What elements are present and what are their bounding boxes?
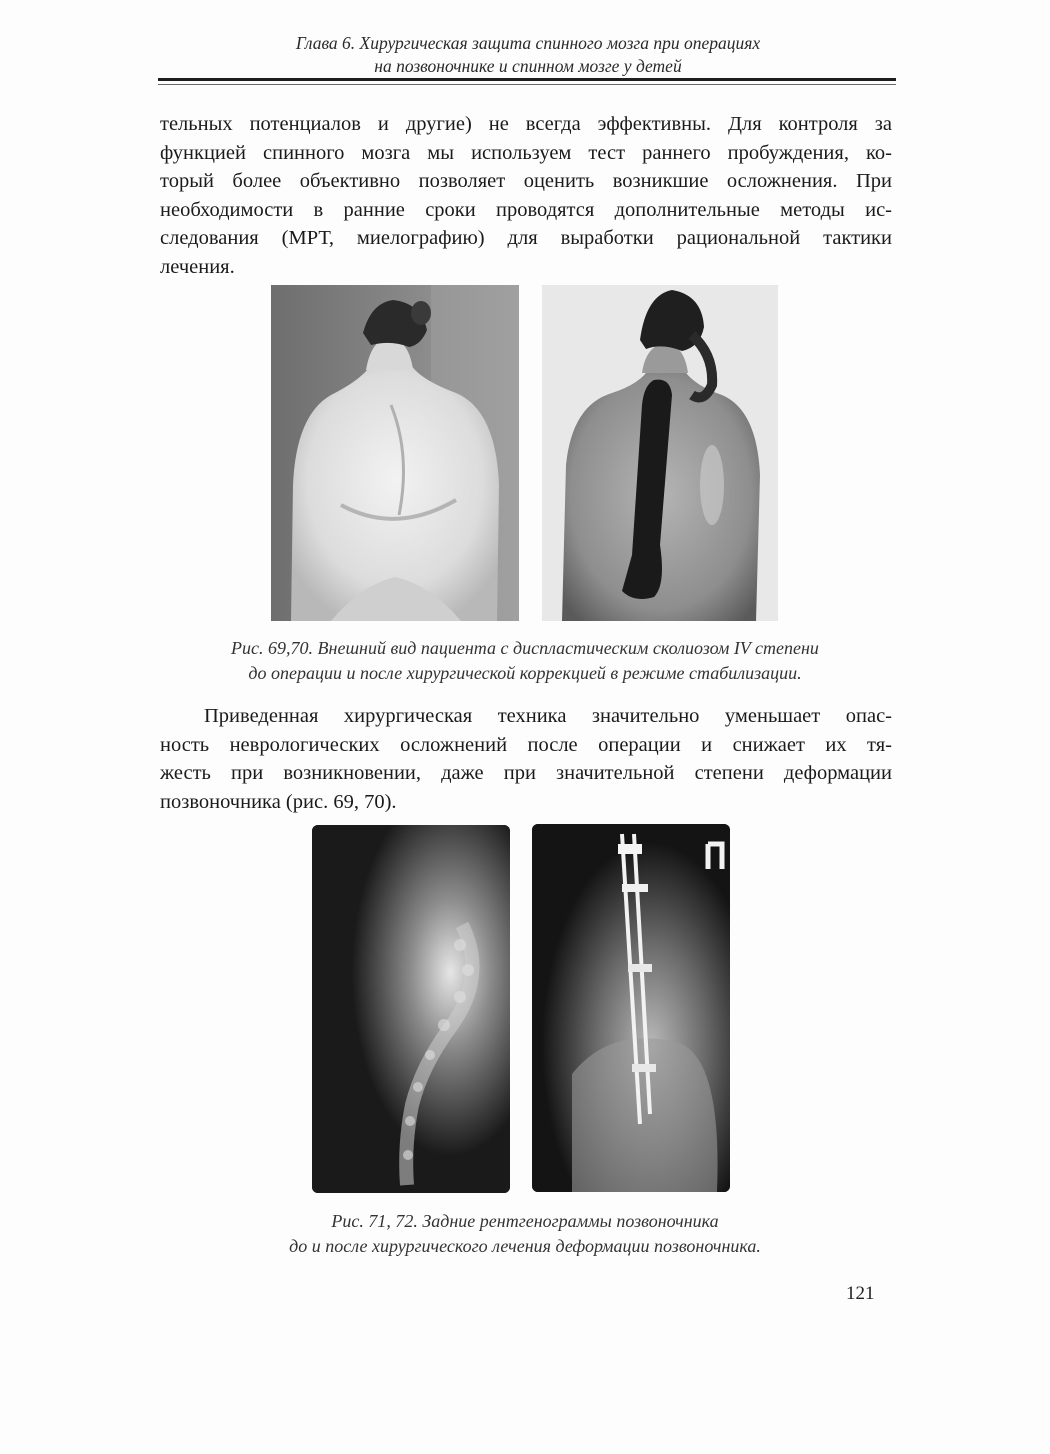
photo-patient-before-surgery <box>271 285 519 621</box>
caption-line-1: Рис. 71, 72. Задние рентгенограммы позвоночника <box>331 1211 719 1231</box>
paragraph-line: тельных потенциалов и другие) не всегда эффективны. Для контроля за <box>160 113 892 135</box>
header-rule-thin <box>158 84 896 85</box>
xray-spine-after-surgery <box>532 824 730 1192</box>
body-paragraph-1 <box>160 110 892 281</box>
paragraph-line: торый более объективно позволяет оценить возникшие осложнения. При <box>160 170 892 192</box>
page-number: 121 <box>846 1283 875 1304</box>
paragraph-line: жесть при возникновении, даже при значительной степени деформации <box>160 762 892 784</box>
caption-line-2: до операции и после хирургической коррекцией в режиме стабилизации. <box>248 663 802 683</box>
header-rule <box>158 78 896 81</box>
xray-spine-before-surgery <box>312 825 510 1193</box>
running-head <box>160 32 896 78</box>
caption-line-2: до и после хирургического лечения деформации позвоночника. <box>289 1236 761 1256</box>
paragraph-line: лечения. <box>160 255 235 278</box>
paragraph-line: ность неврологических осложнений после операции и снижает их тя- <box>160 733 892 756</box>
paragraph-line: позвоночника (рис. 69, 70). <box>160 790 397 813</box>
paragraph-line: функцией спинного мозга мы используем тест раннего пробуждения, ко- <box>160 141 892 164</box>
running-head-line-2: на позвоночнике и спинном мозге у детей <box>374 56 682 76</box>
body-paragraph-2 <box>160 702 892 816</box>
photo-patient-after-surgery <box>542 285 778 621</box>
figure-caption-69-70 <box>150 636 900 686</box>
paragraph-line: необходимости в ранние сроки проводятся дополнительные методы ис- <box>160 198 892 221</box>
running-head-line-1: Глава 6. Хирургическая защита спинного мозга при операциях <box>295 33 761 53</box>
paragraph-line: Приведенная хирургическая техника значительно уменьшает опас- <box>204 705 892 727</box>
paragraph-line: следования (МРТ, миелографию) для выработки рациональной тактики <box>160 227 892 249</box>
figure-caption-71-72 <box>150 1209 900 1259</box>
caption-line-1: Рис. 69,70. Внешний вид пациента с диспластическим сколиозом IV степени <box>231 638 819 658</box>
